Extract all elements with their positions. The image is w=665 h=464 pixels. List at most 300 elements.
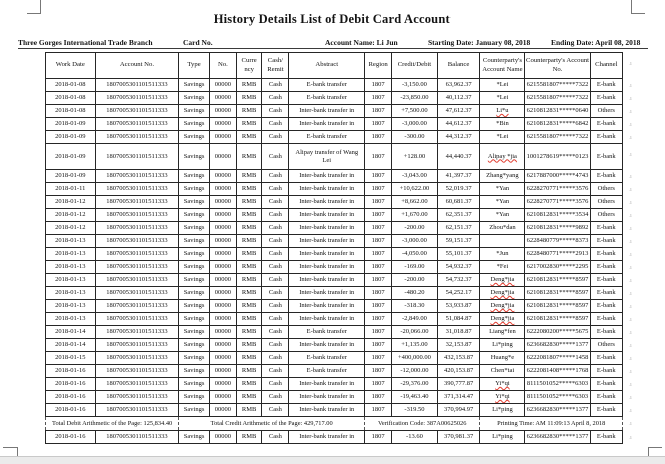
cell-channel: E-bank .1 xyxy=(590,248,622,261)
cell-region: 1807 xyxy=(365,404,392,417)
cell-balance: 31,018.87 xyxy=(437,326,480,339)
cell-channel: E-bank .1 xyxy=(590,300,622,313)
cell-cash-remit: Cash xyxy=(262,404,289,417)
table-row xyxy=(46,300,623,313)
cell-counterparty-account-no: 6215581807*****7322 xyxy=(525,79,590,92)
crop-mark-top-right xyxy=(631,13,645,14)
misspelled-name: Alipay *jia xyxy=(487,152,517,160)
cell-no: 00000 xyxy=(209,274,236,287)
account-name-label: Account Name: Li Jun xyxy=(325,38,398,47)
row-end-formatting-mark: .1 xyxy=(628,394,632,400)
cell-currency: RMB xyxy=(236,222,261,235)
cell-work-date: 2018-01-08 xyxy=(46,92,96,105)
cell-work-date: 2018-01-09 xyxy=(46,131,96,144)
cell-type: Savings xyxy=(179,300,210,313)
cell-counterparty-account-name: *Jun xyxy=(480,248,525,261)
cell-credit-debit: -13.60 xyxy=(392,431,438,444)
cell-counterparty-account-name xyxy=(480,287,525,300)
row-end-formatting-mark: .1 xyxy=(628,329,632,335)
cell-account-no: 1807005301101511333 xyxy=(95,131,179,144)
row-end-formatting-mark: .1 xyxy=(628,290,632,296)
table-row xyxy=(46,404,623,417)
cell-no: 00000 xyxy=(209,404,236,417)
row-end-formatting-mark: .1 xyxy=(628,151,632,157)
cell-counterparty-account-name: Chen*tai xyxy=(480,365,525,378)
crop-mark-bottom-left xyxy=(3,447,17,448)
cell-counterparty-account-no: 6222081807*****1458 xyxy=(525,352,590,365)
cell-no: 00000 xyxy=(209,365,236,378)
column-header-type: Type xyxy=(179,53,210,79)
row-end-formatting-mark: .1 xyxy=(628,381,632,387)
table-row xyxy=(46,339,623,352)
cell-type: Savings xyxy=(179,118,210,131)
cell-work-date: 2018-01-13 xyxy=(46,274,96,287)
branch-name: Three Gorges International Trade Branch xyxy=(18,38,153,47)
misspelled-name: Deng*jia xyxy=(490,289,515,297)
cell-currency: RMB xyxy=(236,378,261,391)
cell-abstract: Inter-bank transfer in xyxy=(289,170,365,183)
cell-abstract: Inter-bank transfer in xyxy=(289,404,365,417)
cell-balance: 370,994.97 xyxy=(437,404,480,417)
cell-counterparty-account-name: Li*ping xyxy=(480,404,525,417)
misspelled-name: Yi*qi xyxy=(495,380,510,388)
row-end-formatting-mark: .1 xyxy=(628,420,632,426)
column-header-no: No. xyxy=(209,53,236,79)
cell-counterparty-account-no: 6210812831*****8597 xyxy=(525,274,590,287)
cell-channel: E-bank .1 xyxy=(590,170,622,183)
table-row xyxy=(46,313,623,326)
cell-channel: Others .1 xyxy=(590,105,622,118)
cell-balance: 62,151.37 xyxy=(437,222,480,235)
table-row xyxy=(46,248,623,261)
cell-region: 1807 xyxy=(365,261,392,274)
cell-channel: E-bank .1 xyxy=(590,144,622,170)
cell-no: 00000 xyxy=(209,339,236,352)
column-header-credit-debit: Credit/Debit xyxy=(392,53,438,79)
cell-counterparty-account-no: 6215581807*****7322 xyxy=(525,92,590,105)
cell-region: 1807 xyxy=(365,326,392,339)
cell-account-no: 1807005301101511333 xyxy=(95,105,179,118)
cell-abstract: E-bank transfer xyxy=(289,131,365,144)
table-row xyxy=(46,131,623,144)
cell-credit-debit: -200.00 xyxy=(392,222,438,235)
cell-abstract: E-bank transfer xyxy=(289,352,365,365)
cell-no: 00000 xyxy=(209,391,236,404)
cell-account-no: 1807005301101511333 xyxy=(95,287,179,300)
row-end-formatting-mark: .1 xyxy=(628,95,632,101)
cell-cash-remit: Cash xyxy=(262,352,289,365)
cell-account-no: 1807005301101511333 xyxy=(95,196,179,209)
cell-region: 1807 xyxy=(365,339,392,352)
table-row xyxy=(46,118,623,131)
cell-no: 00000 xyxy=(209,300,236,313)
row-end-formatting-mark: .1 xyxy=(628,303,632,309)
row-end-formatting-mark: .1 xyxy=(628,82,632,88)
cell-no: 00000 xyxy=(209,287,236,300)
cell-currency: RMB xyxy=(236,326,261,339)
cell-counterparty-account-no: 6210812831*****0640 xyxy=(525,105,590,118)
row-end-formatting-mark: .1 xyxy=(628,277,632,283)
cell-balance: 53,933.87 xyxy=(437,300,480,313)
cell-work-date: 2018-01-13 xyxy=(46,261,96,274)
crop-mark-top-left xyxy=(27,13,41,14)
cell-credit-debit: -200.00 xyxy=(392,274,438,287)
table-row xyxy=(46,274,623,287)
cell-abstract: Inter-bank transfer in xyxy=(289,105,365,118)
page-edge-strip xyxy=(0,456,665,464)
cell-counterparty-account-no: 6217887000*****4743 xyxy=(525,170,590,183)
cell-currency: RMB xyxy=(236,183,261,196)
cell-cash-remit: Cash xyxy=(262,118,289,131)
cell-currency: RMB xyxy=(236,300,261,313)
cell-region: 1807 xyxy=(365,209,392,222)
cell-abstract: Inter-bank transfer in xyxy=(289,274,365,287)
table-row xyxy=(46,92,623,105)
cell-currency: RMB xyxy=(236,352,261,365)
cell-abstract: Inter-bank transfer in xyxy=(289,287,365,300)
cell-region: 1807 xyxy=(365,92,392,105)
cell-credit-debit: +1,670.00 xyxy=(392,209,438,222)
row-end-formatting-mark: .1 xyxy=(628,434,632,440)
cell-currency: RMB xyxy=(236,261,261,274)
cell-currency: RMB xyxy=(236,431,261,444)
cell-counterparty-account-name: *Bin xyxy=(480,118,525,131)
cell-counterparty-account-name: *Lei xyxy=(480,79,525,92)
cell-counterparty-account-name: Zhou*dan xyxy=(480,222,525,235)
cell-account-no: 1807005301101511333 xyxy=(95,248,179,261)
cell-type: Savings xyxy=(179,352,210,365)
cell-account-no: 1807005301101511333 xyxy=(95,144,179,170)
summary-total-credit: Total Credit Arithmetic of the Page: 429,717.00 xyxy=(179,417,365,431)
row-end-formatting-mark: .1 xyxy=(628,368,632,374)
cell-no: 00000 xyxy=(209,196,236,209)
cell-credit-debit: -12,000.00 xyxy=(392,365,438,378)
cell-cash-remit: Cash xyxy=(262,274,289,287)
cell-currency: RMB xyxy=(236,131,261,144)
cell-counterparty-account-name: *Yan xyxy=(480,183,525,196)
cell-region: 1807 xyxy=(365,248,392,261)
cell-type: Savings xyxy=(179,365,210,378)
cell-type: Savings xyxy=(179,326,210,339)
cell-credit-debit: -19,463.40 xyxy=(392,391,438,404)
cell-abstract: Inter-bank transfer in xyxy=(289,248,365,261)
cell-no: 00000 xyxy=(209,326,236,339)
column-header-cash-remit: Cash/ Remit xyxy=(262,53,289,79)
cell-currency: RMB xyxy=(236,287,261,300)
cell-type: Savings xyxy=(179,404,210,417)
cell-no: 00000 xyxy=(209,352,236,365)
cell-account-no: 1807005301101511333 xyxy=(95,404,179,417)
cell-no: 00000 xyxy=(209,92,236,105)
row-end-formatting-mark: .1 xyxy=(628,342,632,348)
cell-credit-debit: -169.00 xyxy=(392,261,438,274)
cell-account-no: 1807005301101511333 xyxy=(95,274,179,287)
row-end-formatting-mark: .1 xyxy=(628,225,632,231)
misspelled-name: Li*u xyxy=(496,107,509,115)
cell-cash-remit: Cash xyxy=(262,183,289,196)
cell-type: Savings xyxy=(179,431,210,444)
cell-region: 1807 xyxy=(365,352,392,365)
row-end-formatting-mark: .1 xyxy=(628,316,632,322)
cell-account-no: 1807005301101511333 xyxy=(95,261,179,274)
cell-balance: 63,962.37 xyxy=(437,79,480,92)
cell-balance: 390,777.87 xyxy=(437,378,480,391)
cell-counterparty-account-name: *Yan xyxy=(480,209,525,222)
cell-balance: 54,732.37 xyxy=(437,274,480,287)
cell-cash-remit: Cash xyxy=(262,326,289,339)
table-row xyxy=(46,79,623,92)
cell-balance: 54,932.37 xyxy=(437,261,480,274)
cell-type: Savings xyxy=(179,105,210,118)
cell-counterparty-account-no: 8111501052*****6303 xyxy=(525,378,590,391)
cell-abstract: Inter-bank transfer in xyxy=(289,339,365,352)
cell-counterparty-account-name: *Yan xyxy=(480,196,525,209)
cell-type: Savings xyxy=(179,391,210,404)
cell-abstract: Inter-bank transfer in xyxy=(289,261,365,274)
cell-channel: Others .1 xyxy=(590,209,622,222)
cell-currency: RMB xyxy=(236,105,261,118)
cell-currency: RMB xyxy=(236,209,261,222)
cell-balance: 59,151.37 xyxy=(437,235,480,248)
cell-type: Savings xyxy=(179,287,210,300)
cell-type: Savings xyxy=(179,222,210,235)
cell-balance: 44,612.37 xyxy=(437,118,480,131)
cell-account-no: 1807005301101511333 xyxy=(95,313,179,326)
cell-balance: 41,397.37 xyxy=(437,170,480,183)
cell-type: Savings xyxy=(179,274,210,287)
cell-abstract: Inter-bank transfer in xyxy=(289,235,365,248)
cell-currency: RMB xyxy=(236,404,261,417)
cell-no: 00000 xyxy=(209,235,236,248)
cell-type: Savings xyxy=(179,131,210,144)
page-title-text: History Details List of Debit Card Account xyxy=(213,12,450,26)
title-end-mark: . xyxy=(449,14,452,20)
cell-work-date: 2018-01-12 xyxy=(46,222,96,235)
table-row xyxy=(46,183,623,196)
column-header-counterparty-account-no: Counterparty's Account No. xyxy=(525,53,590,79)
cell-counterparty-account-name: Zhang*yang xyxy=(480,170,525,183)
cell-type: Savings xyxy=(179,183,210,196)
cell-counterparty-account-name xyxy=(480,378,525,391)
column-header-abstract: Abstract xyxy=(289,53,365,79)
cell-credit-debit: -20,066.00 xyxy=(392,326,438,339)
cell-cash-remit: Cash xyxy=(262,79,289,92)
cell-balance: 60,681.37 xyxy=(437,196,480,209)
cell-abstract: Inter-bank transfer in xyxy=(289,431,365,444)
cell-channel: E-bank .1 xyxy=(590,326,622,339)
history-table-container xyxy=(45,52,632,444)
cell-work-date: 2018-01-14 xyxy=(46,339,96,352)
cell-cash-remit: Cash xyxy=(262,235,289,248)
row-end-formatting-mark: .1 xyxy=(628,355,632,361)
cell-account-no: 1807005301101511333 xyxy=(95,235,179,248)
row-end-formatting-mark: .1 xyxy=(628,264,632,270)
cell-credit-debit: -3,150.00 xyxy=(392,79,438,92)
cell-counterparty-account-name: Li*ping xyxy=(480,431,525,444)
cell-region: 1807 xyxy=(365,431,392,444)
cell-counterparty-account-name: *Lei xyxy=(480,131,525,144)
cell-work-date: 2018-01-13 xyxy=(46,235,96,248)
cell-abstract: E-bank transfer xyxy=(289,326,365,339)
cell-no: 00000 xyxy=(209,183,236,196)
cell-account-no: 1807005301101511333 xyxy=(95,300,179,313)
cell-counterparty-account-no: 6217002830*****2295 xyxy=(525,261,590,274)
cell-credit-debit: -2,849.00 xyxy=(392,313,438,326)
cell-region: 1807 xyxy=(365,274,392,287)
cell-region: 1807 xyxy=(365,79,392,92)
cell-balance: 32,153.87 xyxy=(437,339,480,352)
cell-account-no: 1807005301101511333 xyxy=(95,79,179,92)
cell-work-date: 2018-01-08 xyxy=(46,105,96,118)
row-end-formatting-mark: .1 xyxy=(628,108,632,114)
cell-type: Savings xyxy=(179,235,210,248)
cell-counterparty-account-name xyxy=(480,313,525,326)
cell-counterparty-account-no: 6210812831*****8597 xyxy=(525,300,590,313)
header-row xyxy=(46,53,623,79)
cell-counterparty-account-no: 6222080200*****5675 xyxy=(525,326,590,339)
cell-work-date: 2018-01-09 xyxy=(46,118,96,131)
cell-channel: Others .1 xyxy=(590,183,622,196)
cell-cash-remit: Cash xyxy=(262,131,289,144)
cell-work-date: 2018-01-13 xyxy=(46,313,96,326)
cell-work-date: 2018-01-16 xyxy=(46,391,96,404)
cell-cash-remit: Cash xyxy=(262,222,289,235)
cell-counterparty-account-name: *Fei xyxy=(480,261,525,274)
cell-currency: RMB xyxy=(236,144,261,170)
cell-work-date: 2018-01-13 xyxy=(46,248,96,261)
cell-credit-debit: +400,000.00 xyxy=(392,352,438,365)
row-end-formatting-mark: .1 xyxy=(628,134,632,140)
cell-work-date: 2018-01-09 xyxy=(46,144,96,170)
table-row xyxy=(46,365,623,378)
cell-credit-debit: -4,050.00 xyxy=(392,248,438,261)
cell-type: Savings xyxy=(179,92,210,105)
cell-cash-remit: Cash xyxy=(262,196,289,209)
cell-currency: RMB xyxy=(236,391,261,404)
cell-cash-remit: Cash xyxy=(262,391,289,404)
cell-currency: RMB xyxy=(236,196,261,209)
cell-balance: 44,440.37 xyxy=(437,144,480,170)
cell-region: 1807 xyxy=(365,313,392,326)
column-header-balance: Balance xyxy=(437,53,480,79)
cell-balance: 54,252.17 xyxy=(437,287,480,300)
cell-type: Savings xyxy=(179,378,210,391)
cell-channel: E-bank .1 xyxy=(590,313,622,326)
cell-credit-debit: -318.30 xyxy=(392,300,438,313)
cell-account-no: 1807005301101511333 xyxy=(95,391,179,404)
cell-type: Savings xyxy=(179,196,210,209)
cell-account-no: 1807005301101511333 xyxy=(95,170,179,183)
cell-balance: 52,019.37 xyxy=(437,183,480,196)
cell-region: 1807 xyxy=(365,118,392,131)
cell-channel: E-bank .1 xyxy=(590,235,622,248)
cell-type: Savings xyxy=(179,248,210,261)
cell-counterparty-account-no: 8111501052*****6303 xyxy=(525,391,590,404)
table-row xyxy=(46,326,623,339)
cell-no: 00000 xyxy=(209,131,236,144)
table-row xyxy=(46,222,623,235)
cell-abstract: Inter-bank transfer in xyxy=(289,209,365,222)
cell-channel: E-bank .1 xyxy=(590,365,622,378)
card-no-label: Card No. xyxy=(183,38,213,47)
cell-work-date: 2018-01-15 xyxy=(46,352,96,365)
cell-channel: E-bank .1 xyxy=(590,404,622,417)
table-header xyxy=(46,53,632,79)
cell-credit-debit: -300.00 xyxy=(392,131,438,144)
table-row xyxy=(46,378,623,391)
row-end-formatting-mark: .1 xyxy=(628,212,632,218)
cell-work-date: 2018-01-12 xyxy=(46,209,96,222)
cell-currency: RMB xyxy=(236,313,261,326)
cell-account-no: 1807005301101511333 xyxy=(95,222,179,235)
column-header-currency: Curre ncy xyxy=(236,53,261,79)
cell-channel: E-bank .1 xyxy=(590,222,622,235)
cell-account-no: 1807005301101511333 xyxy=(95,326,179,339)
cell-work-date: 2018-01-16 xyxy=(46,365,96,378)
cell-channel: E-bank .1 xyxy=(590,378,622,391)
row-end-formatting-mark: .1 xyxy=(628,251,632,257)
column-header-account-no: Account No. xyxy=(95,53,179,79)
cell-type: Savings xyxy=(179,209,210,222)
cell-counterparty-account-no: 6222081408*****1768 xyxy=(525,365,590,378)
cell-region: 1807 xyxy=(365,235,392,248)
cell-type: Savings xyxy=(179,79,210,92)
cell-work-date: 2018-01-13 xyxy=(46,287,96,300)
cell-counterparty-account-name: Li*ping xyxy=(480,339,525,352)
cell-balance: 47,612.37 xyxy=(437,105,480,118)
cell-balance: 370,981.37 xyxy=(437,431,480,444)
cell-counterparty-account-no: 6228270771*****3576 xyxy=(525,196,590,209)
cell-currency: RMB xyxy=(236,274,261,287)
cell-counterparty-account-no: 6236682830*****1377 xyxy=(525,404,590,417)
row-end-formatting-mark: .1 xyxy=(628,121,632,127)
crop-mark-top-right xyxy=(631,0,632,13)
cell-currency: RMB xyxy=(236,248,261,261)
cell-region: 1807 xyxy=(365,105,392,118)
cell-channel: E-bank .1 xyxy=(590,118,622,131)
cell-region: 1807 xyxy=(365,365,392,378)
cell-channel: E-bank .1 xyxy=(590,352,622,365)
cell-balance: 420,153.87 xyxy=(437,365,480,378)
cell-account-no: 1807005301101511333 xyxy=(95,378,179,391)
cell-counterparty-account-no: 6228270771*****3576 xyxy=(525,183,590,196)
cell-work-date: 2018-01-16 xyxy=(46,431,96,444)
cell-cash-remit: Cash xyxy=(262,300,289,313)
cell-abstract: Inter-bank transfer in xyxy=(289,378,365,391)
cell-no: 00000 xyxy=(209,118,236,131)
cell-balance: 40,112.37 xyxy=(437,92,480,105)
cell-region: 1807 xyxy=(365,183,392,196)
cell-account-no: 1807005301101511333 xyxy=(95,183,179,196)
column-header-counterparty-account-name: Counterparty's Account Name xyxy=(480,53,525,79)
crop-mark-top-left xyxy=(40,0,41,13)
cell-counterparty-account-no: 6228480779*****8373 xyxy=(525,235,590,248)
cell-cash-remit: Cash xyxy=(262,92,289,105)
cell-region: 1807 xyxy=(365,131,392,144)
cell-channel: E-bank .1 xyxy=(590,79,622,92)
cell-counterparty-account-no: 6228480771*****2913 xyxy=(525,248,590,261)
cell-counterparty-account-no: 6210812831*****9892 xyxy=(525,222,590,235)
cell-channel: E-bank .1 xyxy=(590,431,622,444)
cell-abstract: Inter-bank transfer in xyxy=(289,222,365,235)
cell-cash-remit: Cash xyxy=(262,261,289,274)
cell-cash-remit: Cash xyxy=(262,287,289,300)
cell-counterparty-account-name xyxy=(480,274,525,287)
cell-abstract: Inter-bank transfer in xyxy=(289,300,365,313)
table-row xyxy=(46,391,623,404)
cell-region: 1807 xyxy=(365,287,392,300)
cell-type: Savings xyxy=(179,313,210,326)
